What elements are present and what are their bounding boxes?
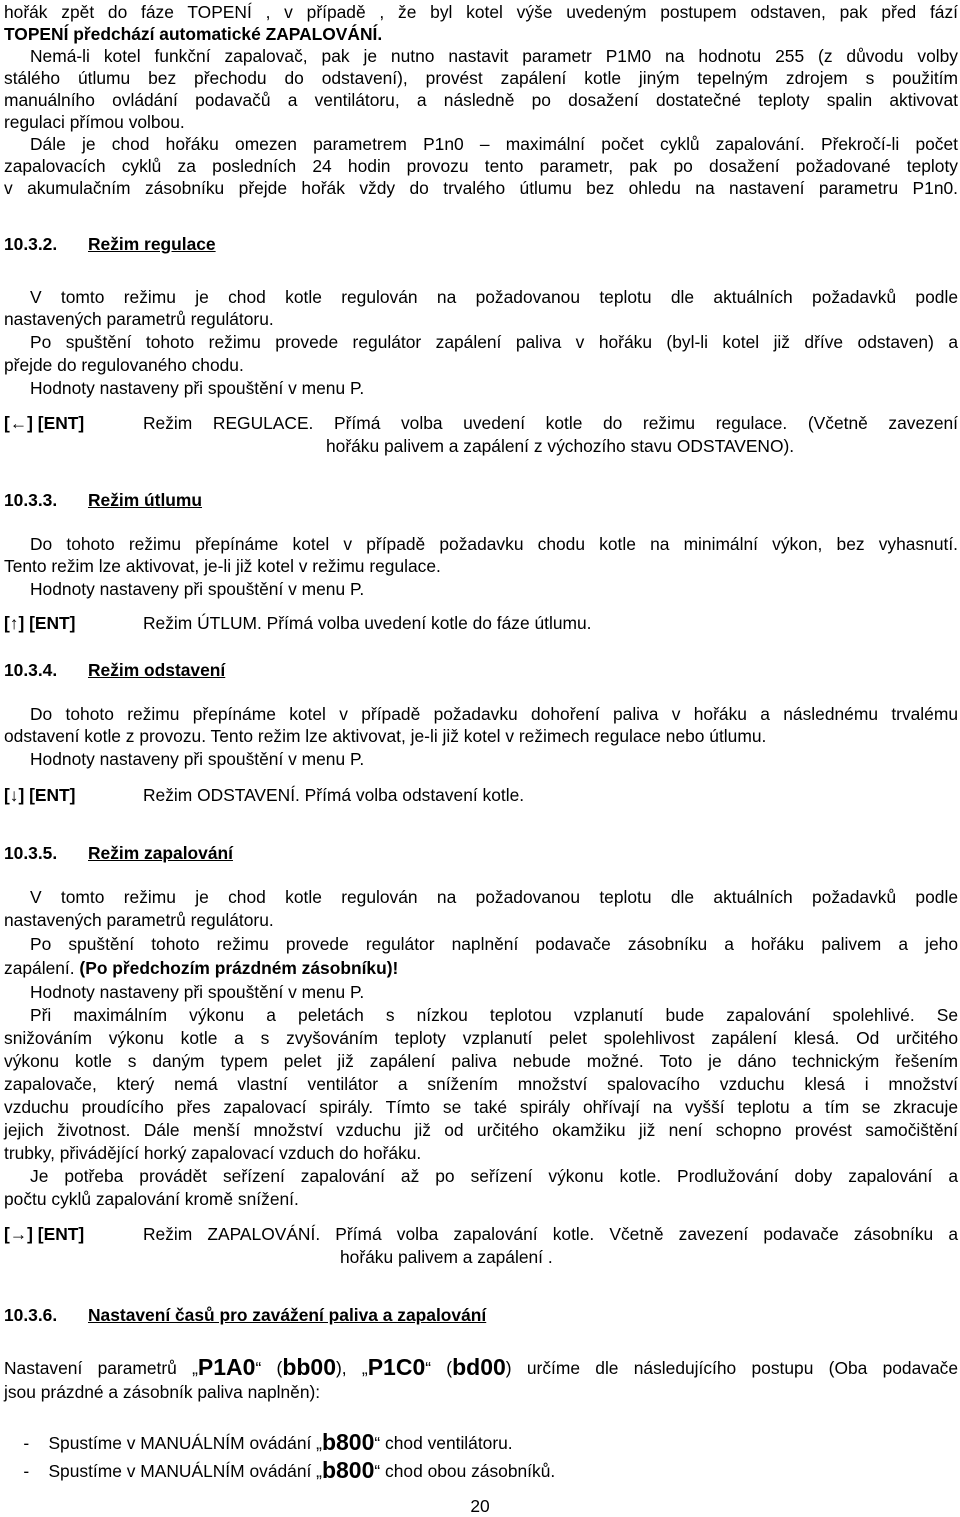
text-line: TOPENÍ předchází automatické ZAPALOVÁNÍ.	[4, 24, 383, 44]
page-number: 20	[470, 1496, 490, 1516]
section-title: Nastavení časů pro zavážení paliva a zapalování	[88, 1305, 487, 1325]
section-number: 10.3.2.	[4, 234, 58, 254]
parameter-code: bd00	[452, 1354, 506, 1380]
key-combo: [→] [ENT]	[4, 1224, 85, 1244]
text-line	[4, 1355, 958, 1379]
parameter-code: b800	[321, 1429, 375, 1455]
command-description: Režim REGULACE. Přímá volba uvedení kotle do režimu regulace. (Včetně zavezení	[143, 413, 958, 433]
text-run: Nastavení parametrů	[4, 1358, 193, 1378]
text-line: přejde do regulovaného chodu.	[4, 355, 244, 375]
text-line: vzduchu proudícího přes zapalovací spirály. Tímto se také spirály ohřívají na vyšší teplotu a tím se zkracuje	[4, 1097, 958, 1117]
text-line: snižováním výkonu kotle a s zvyšováním teploty vzplanutí pelet spolehlivost zapálení klesá. Od určitého	[4, 1028, 958, 1048]
command-description: hořáku palivem a zapálení z výchozího stavu ODSTAVENO).	[326, 436, 795, 456]
text-line: Při maximálním výkonu a peletách s nízkou teplotou vzplanutí bude zapalování spolehlivé. Se	[30, 1005, 958, 1025]
key-combo: [↑] [ENT]	[4, 613, 76, 633]
text-run: - Spustíme v MANUÁLNÍM ovádání	[23, 1461, 317, 1481]
section-title: Režim regulace	[88, 234, 216, 254]
text-line: Hodnoty nastaveny při spouštění v menu P.	[30, 982, 365, 1002]
quote-mark: „	[361, 1358, 368, 1378]
command-description: Režim ODSTAVENÍ. Přímá volba odstavení kotle.	[143, 785, 525, 805]
text-line: Do tohoto režimu přepínáme kotel v případě požadavku chodu kotle na minimální výkon, bez vyhasnutí.	[30, 534, 958, 554]
parameter-code: bb00	[282, 1354, 336, 1380]
quote-mark: „	[316, 1461, 322, 1481]
text-line: Dále je chod hořáku omezen parametrem P1n0 – maximální počet cyklů zapalování. Překročí-li počet	[30, 134, 958, 154]
text-line: Nemá-li kotel funkční zapalovač, pak je nutno nastavit parametr P1M0 na hodnotu 255 (z důvodu volby	[30, 46, 958, 66]
parameter-code: P1A0	[197, 1354, 256, 1380]
section-heading	[4, 659, 958, 681]
command-description: Režim ZAPALOVÁNÍ. Přímá volba zapalování kotle. Včetně zavezení podavače zásobníku a	[143, 1224, 958, 1244]
section-heading	[4, 489, 958, 511]
command-description: hořáku palivem a zapálení .	[340, 1247, 553, 1267]
text-line: trubky, přivádějící horký zapalovací vzduch do hořáku.	[4, 1143, 422, 1163]
text-line: v akumulačním zásobníku přejde hořák vždy do trvalého útlumu bez ohledu na nastavení parametru P1n0.	[4, 178, 958, 198]
parameter-code: b800	[321, 1457, 375, 1483]
quote-mark: “ (	[425, 1358, 453, 1378]
text-line: Tento režim lze aktivovat, je-li již kotel v režimu regulace.	[4, 556, 441, 576]
key-combo: [↓] [ENT]	[4, 785, 76, 805]
section-title: Režim odstavení	[88, 660, 226, 680]
section-title: Režim zapalování	[88, 843, 233, 863]
text-line: odstavení kotle z provozu. Tento režim lze aktivovat, je-li již kotel v režimech regulace nebo útlumu.	[4, 726, 767, 746]
section-number: 10.3.5.	[4, 843, 58, 863]
parameter-code: P1C0	[367, 1354, 426, 1380]
command-description: Režim ÚTLUM. Přímá volba uvedení kotle do fáze útlumu.	[143, 613, 592, 633]
text-run: “ chod ventilátoru.	[374, 1433, 513, 1453]
text-line: Je potřeba provádět seřízení zapalování až po seřízení výkonu kotle. Prodlužování doby zapalování a	[30, 1166, 958, 1186]
text-line: počtu cyklů zapalování kromě snížení.	[4, 1189, 299, 1209]
text-run: ) určíme dle následujícího postupu (Oba podavače	[505, 1358, 959, 1378]
text-line: jejich životnost. Dále menší množství vzduchu již od určitého okamžiku již není schopno provést samočištění	[4, 1120, 958, 1140]
text-line: zapalovače, který nemá vlastní ventilátor a snížením množství spalovacího vzduchu klesá i množství	[4, 1074, 958, 1094]
section-heading	[4, 842, 958, 864]
text-line: regulaci přímou volbou.	[4, 112, 185, 132]
list-item	[4, 1436, 958, 1504]
text-line: zapalovacích cyklů za posledních 24 hodin provozu tento parametr, pak po dosažení požadované teploty	[4, 156, 958, 176]
text-line: V tomto režimu je chod kotle regulován na požadovanou teplotu dle aktuálních požadavků podle	[30, 887, 958, 907]
text-line: Po spuštění tohoto režimu provede regulátor zapálení paliva v hořáku (byl-li kotel již dříve odstaven) a	[30, 332, 958, 352]
text-line: výkonu kotle s daným typem pelet již zapálení paliva nebude možné. Toto je dáno technickým řešením	[4, 1051, 958, 1071]
key-combo: [←] [ENT]	[4, 413, 85, 433]
text-line	[4, 957, 958, 979]
text-line: Po spuštění tohoto režimu provede regulátor naplnění podavače zásobníku a hořáku palivem a jeho	[30, 934, 958, 954]
quote-mark: „	[192, 1358, 198, 1378]
text-line: Hodnoty nastaveny při spouštění v menu P.	[30, 378, 365, 398]
text-line: stálého útlumu bez přechodu do odstavení), provést zapálení kotle jiným tepelným zdrojem s použitím	[4, 68, 958, 88]
text-line: nastavených parametrů regulátoru.	[4, 309, 274, 329]
section-number: 10.3.4.	[4, 660, 58, 680]
section-number: 10.3.6.	[4, 1305, 58, 1325]
text-line: nastavených parametrů regulátoru.	[4, 910, 274, 930]
text-run: - Spustíme v MANUÁLNÍM ovádání	[23, 1433, 317, 1453]
section-title: Režim útlumu	[88, 490, 203, 510]
emphasis-text: (Po předchozím prázdném zásobníku)!	[79, 958, 399, 978]
section-heading	[4, 233, 958, 255]
text-run: zapálení.	[4, 958, 80, 978]
section-number: 10.3.3.	[4, 490, 58, 510]
text-line: hořák zpět do fáze TOPENÍ , v případě , že byl kotel výše uvedeným postupem odstaven, pak před fází	[4, 2, 958, 22]
quote-mark: „	[316, 1433, 322, 1453]
text-line: Hodnoty nastaveny při spouštění v menu P.	[30, 579, 365, 599]
text-line: Do tohoto režimu přepínáme kotel v případě požadavku dohoření paliva v hořáku a následnému trvalému	[30, 704, 958, 724]
text-line: manuálního ovládání podavačů a ventilátoru, a následně po dosažení dostatečné teploty spalin aktivovat	[4, 90, 958, 110]
section-heading	[4, 1304, 958, 1326]
text-line: jsou prázdné a zásobník paliva naplněn):	[4, 1382, 321, 1402]
text-line: V tomto režimu je chod kotle regulován na požadovanou teplotu dle aktuálních požadavků podle	[30, 287, 958, 307]
text-line: Hodnoty nastaveny při spouštění v menu P.	[30, 749, 365, 769]
text-run: “ chod obou zásobníků.	[374, 1461, 556, 1481]
quote-mark: “ (	[255, 1358, 283, 1378]
text-run: ),	[336, 1358, 362, 1378]
